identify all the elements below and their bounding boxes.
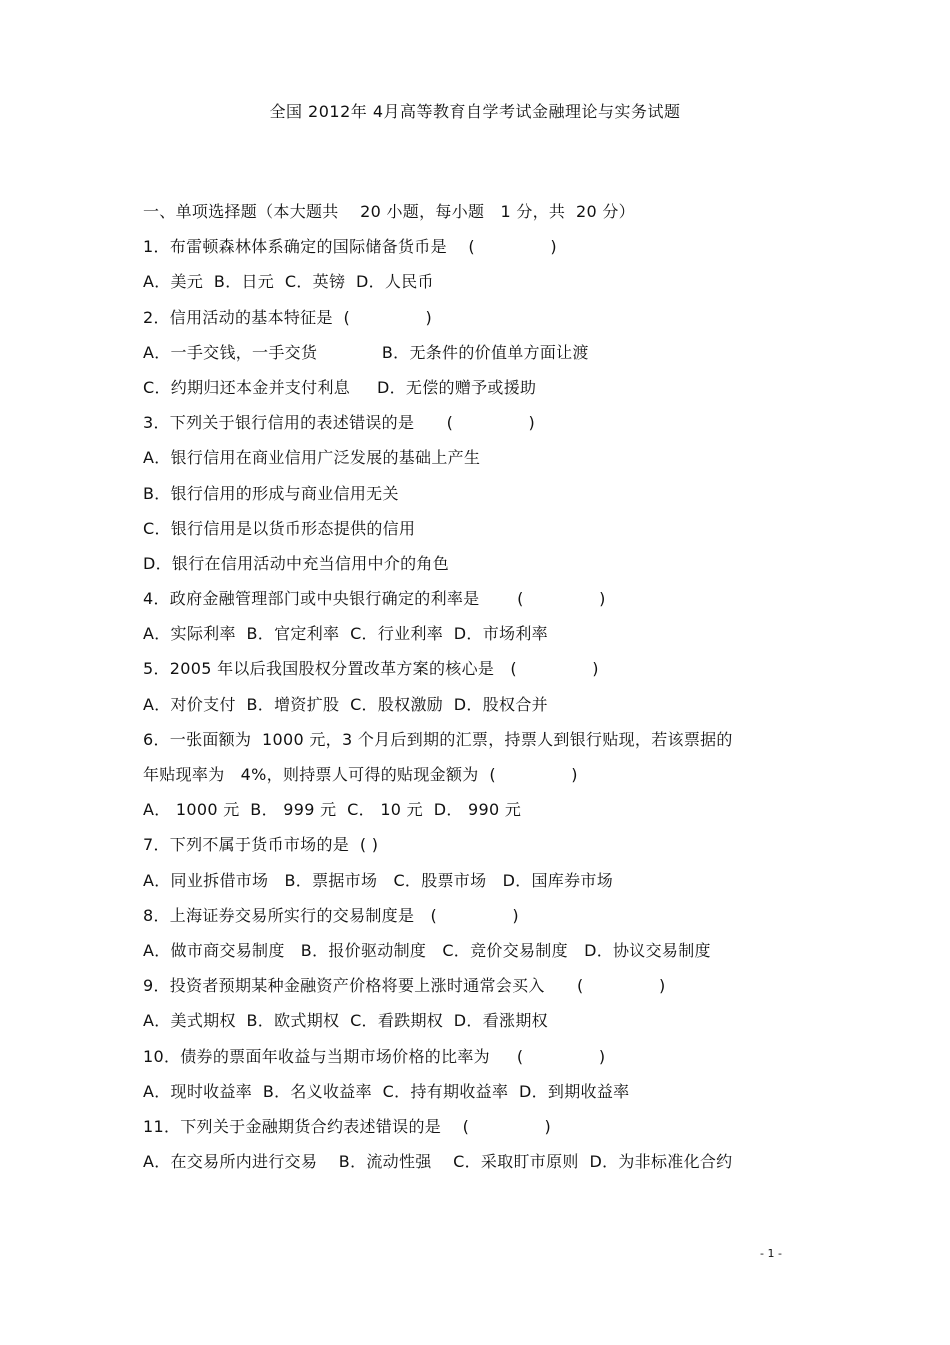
question-3-option-a: A．银行信用在商业信用广泛发展的基础上产生 [143,448,481,468]
question-3-option-b: B．银行信用的形成与商业信用无关 [143,483,399,503]
question-2: 2．信用活动的基本特征是 ( ) [143,307,433,327]
question-4: 4．政府金融管理部门或中央银行确定的利率是 ( ) [143,589,606,609]
question-8-options: A．做市商交易制度 B．报价驱动制度 C．竞价交易制度 D．协议交易制度 [143,940,711,960]
section-heading: 一、单项选择题（本大题共 20 小题，每小题 1 分，共 20 分） [143,202,635,221]
question-1-options: A．美元 B．日元 C．英镑 D．人民币 [143,272,434,292]
question-6-line-1: 6．一张面额为 1000 元，3 个月后到期的汇票，持票人到银行贴现，若该票据的 [143,729,733,749]
question-5: 5．2005 年以后我国股权分置改革方案的核心是 ( ) [143,659,599,679]
question-6-line-2: 年贴现率为 4%，则持票人可得的贴现金额为 ( ) [143,765,578,784]
page-number: - 1 - [760,1247,782,1260]
question-list [143,194,823,1179]
question-10-options: A．现时收益率 B．名义收益率 C．持有期收益率 D．到期收益率 [143,1081,630,1101]
question-2-options-ab: A．一手交钱，一手交货 B．无条件的价值单方面让渡 [143,342,589,362]
question-11-options: A．在交易所内进行交易 B．流动性强 C．采取盯市原则 D．为非标准化合约 [143,1152,733,1172]
question-5-options: A．对价支付 B．增资扩股 C．股权激励 D．股权合并 [143,694,548,714]
question-11: 11．下列关于金融期货合约表述错误的是 ( ) [143,1116,552,1136]
document-title: 全国 2012年 4月高等教育自学考试金融理论与实务试题 [269,102,681,121]
question-10: 10．债券的票面年收益与当期市场价格的比率为 ( ) [143,1046,606,1066]
question-1: 1．布雷顿森林体系确定的国际储备货币是 ( ) [143,237,557,257]
question-7-options: A．同业拆借市场 B．票据市场 C．股票市场 D．国库券市场 [143,870,613,890]
question-3: 3．下列关于银行信用的表述错误的是 ( ) [143,413,536,433]
question-7: 7．下列不属于货币市场的是 ( ) [143,835,379,855]
question-8: 8．上海证券交易所实行的交易制度是 ( ) [143,905,519,925]
question-4-options: A．实际利率 B．官定利率 C．行业利率 D．市场利率 [143,624,548,644]
question-3-option-c: C．银行信用是以货币形态提供的信用 [143,518,416,538]
question-9: 9．投资者预期某种金融资产价格将要上涨时通常会买入 ( ) [143,976,666,996]
question-3-option-d: D．银行在信用活动中充当信用中介的角色 [143,553,450,573]
question-2-options-cd: C．约期归还本金并支付利息 D．无偿的赠予或援助 [143,377,537,397]
question-6-options: A． 1000 元 B． 999 元 C． 10 元 D． 990 元 [143,800,522,820]
question-9-options: A．美式期权 B．欧式期权 C．看跌期权 D．看涨期权 [143,1011,548,1031]
